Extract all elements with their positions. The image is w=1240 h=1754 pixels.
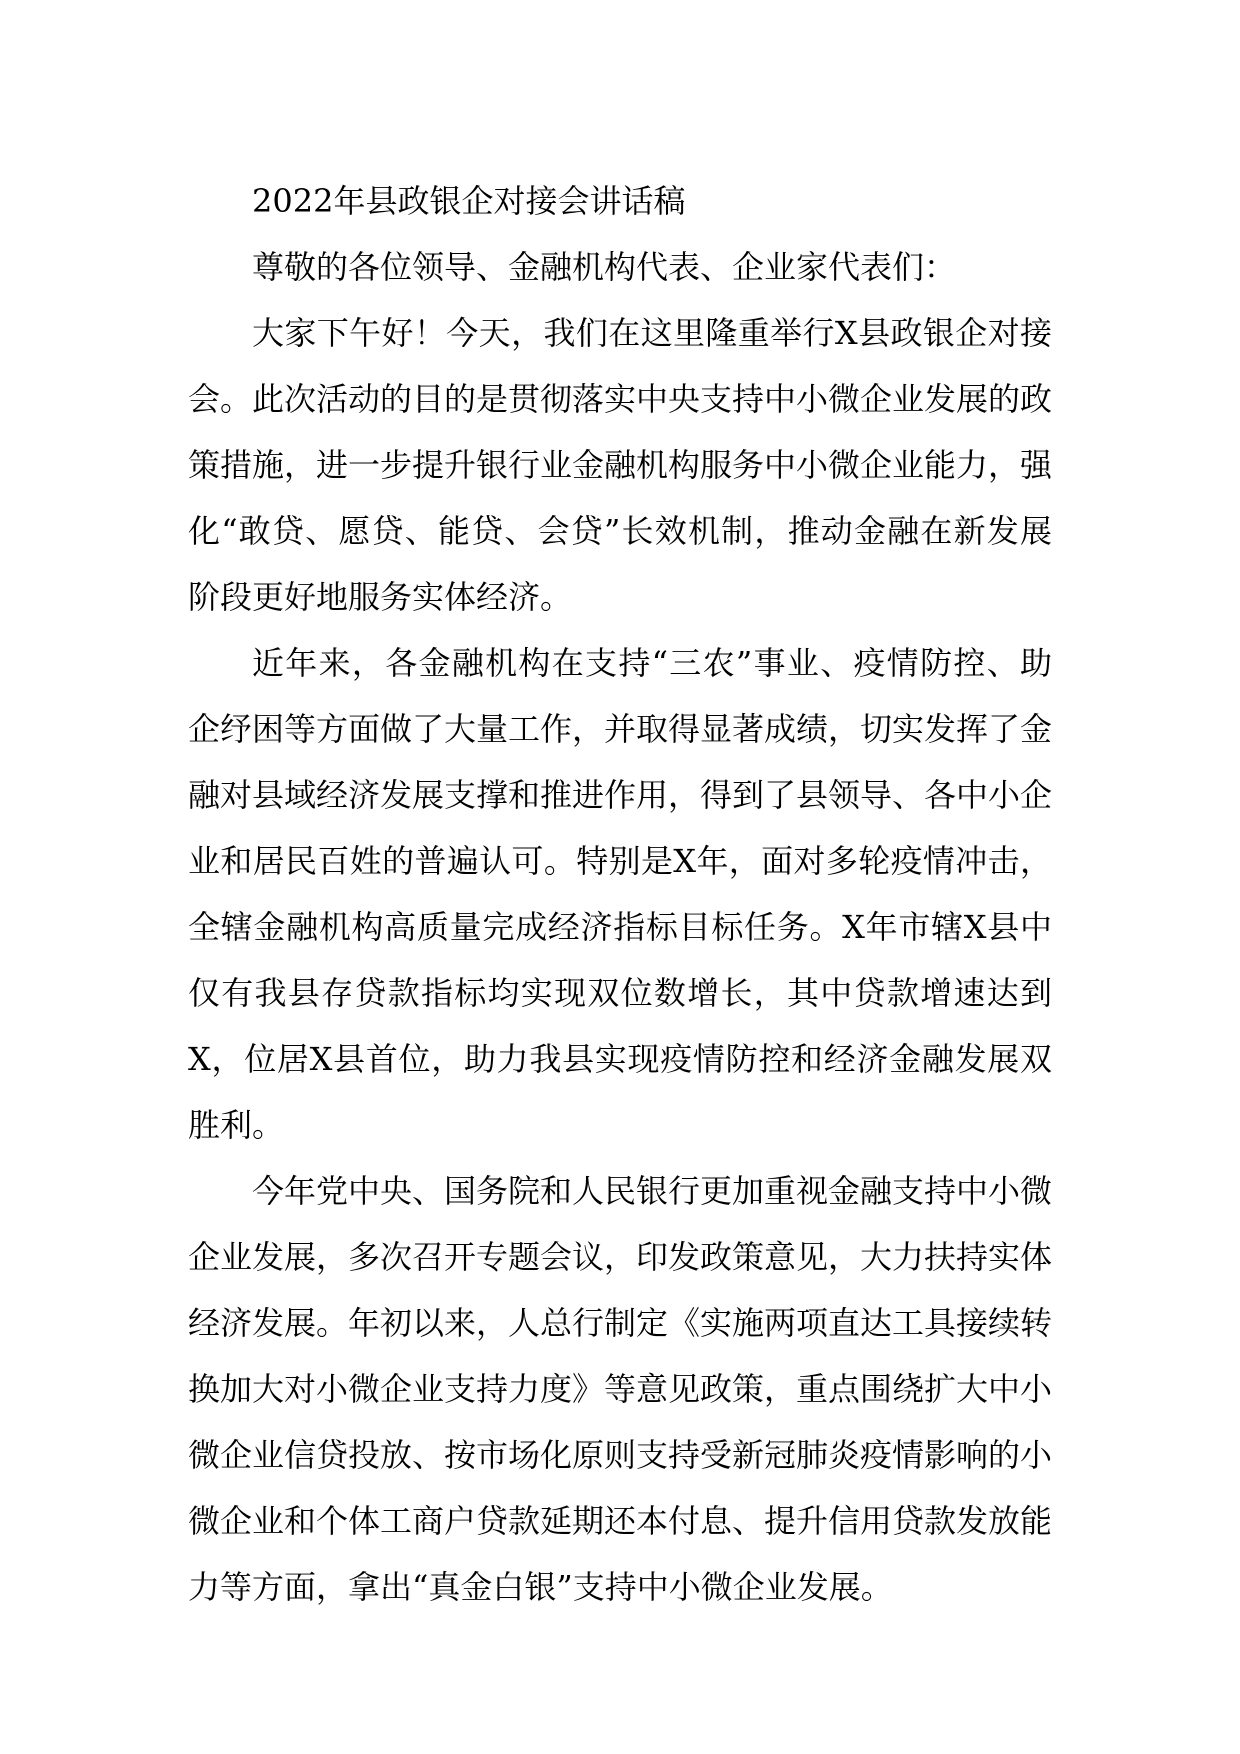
document-title: 2022年县政银企对接会讲话稿 (252, 182, 686, 220)
document-body (188, 168, 1052, 1620)
paragraph: 大家下午好！今天，我们在这里隆重举行X县政银企对接会。此次活动的目的是贯彻落实中央支持中小微企业发展的政策措施，进一步提升银行业金融机构服务中小微企业能力，强化“敢贷、愿贷、能贷、会贷”长效机制，推动金融在新发展阶段更好地服务实体经济。 (188, 314, 1053, 616)
paragraph: 今年党中央、国务院和人民银行更加重视金融支持中小微企业发展，多次召开专题会议，印发政策意见，大力扶持实体经济发展。年初以来，人总行制定《实施两项直达工具接续转换加大对小微企业支持力度》等意见政策，重点围绕扩大中小微企业信贷投放、按市场化原则支持受新冠肺炎疫情影响的小微企业和个体工商户贷款延期还本付息、提升信用贷款发放能力等方面，拿出“真金白银”支持中小微企业发展。 (188, 1172, 1053, 1606)
paragraph: 近年来，各金融机构在支持“三农”事业、疫情防控、助企纾困等方面做了大量工作，并取得显著成绩，切实发挥了金融对县域经济发展支撑和推进作用，得到了县领导、各中小企业和居民百姓的普遍认可。特别是X年，面对多轮疫情冲击，全辖金融机构高质量完成经济指标目标任务。X年市辖X县中仅有我县存贷款指标均实现双位数增长，其中贷款增速达到X，位居X县首位，助力我县实现疫情防控和经济金融发展双胜利。 (188, 644, 1053, 1144)
salutation: 尊敬的各位领导、金融机构代表、企业家代表们： (252, 248, 957, 286)
